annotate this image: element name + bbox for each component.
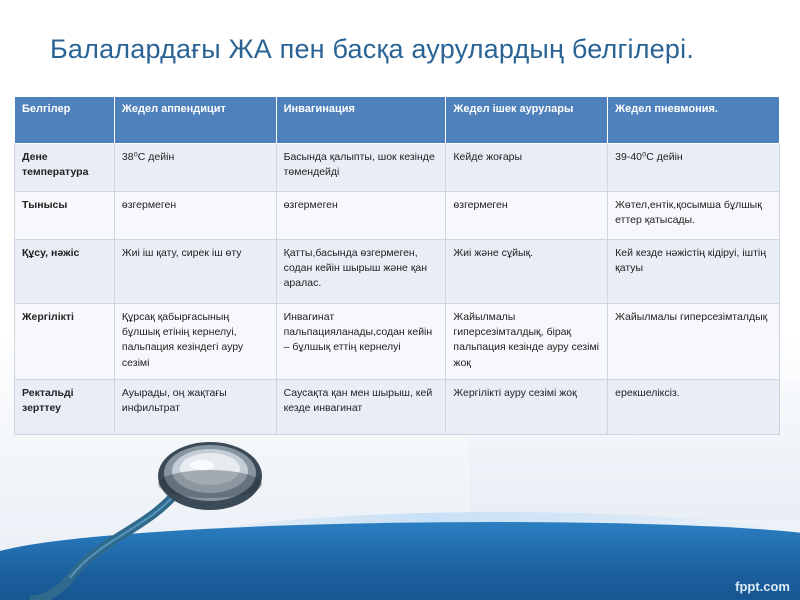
stethoscope-icon [30,428,290,600]
brand-label: fppt.com [735,579,790,594]
table-cell: 38⁰С дейін [114,144,276,192]
table-cell: Қатты,басында өзгермеген, содан кейін шырыш және қан аралас. [276,240,446,304]
table-cell: 39-40⁰С дейін [608,144,780,192]
table-cell: Жайылмалы гиперсезімталдық [608,304,780,380]
table-row [15,380,780,435]
table-cell: өзгермеген [446,192,608,240]
table-row [15,304,780,380]
header-invagination: Инвагинация [276,97,446,144]
table-cell: Ауырады, оң жақтағы инфильтрат [114,380,276,435]
table-cell: Саусақта қан мен шырыш, кей кезде инвагинат [276,380,446,435]
table-cell: ерекшеліксіз. [608,380,780,435]
table-cell: Кейде жоғары [446,144,608,192]
slide-title: Балалардағы ЖА пен басқа аурулардың белгілері. [50,34,695,64]
table-cell: өзгермеген [114,192,276,240]
table-cell: Жиі іш қату, сирек іш өту [114,240,276,304]
table-cell: Кей кезде нәжістің кідіруі, іштің қатуы [608,240,780,304]
table-row [15,192,780,240]
table-row [15,240,780,304]
table-cell: Инвагинат пальпацияланады,содан кейін – бұлшық еттің кернелуі [276,304,446,380]
table-cell: өзгермеген [276,192,446,240]
header-intestinal-infection: Жедел ішек аурулары [446,97,608,144]
table-header-row [15,97,780,144]
row-label: Жергілікті [15,304,115,380]
header-pneumonia: Жедел пневмония. [608,97,780,144]
table-cell: Басында қалыпты, шок кезінде төмендейді [276,144,446,192]
row-label: Ректальді зерттеу [15,380,115,435]
table-cell: Жиі және сұйық. [446,240,608,304]
table-cell: Құрсақ қабырғасының бұлшық етінің кернелуі, пальпация кезіндегі ауру сезімі [114,304,276,380]
row-label: Тынысы [15,192,115,240]
header-appendicitis: Жедел аппендицит [114,97,276,144]
table-row [15,144,780,192]
symptoms-table [14,96,780,435]
row-label: Құсу, нәжіс [15,240,115,304]
row-label: Дене температура [15,144,115,192]
header-signs: Белгілер [15,97,115,144]
table-cell: Жайылмалы гиперсезімталдық, бірақ пальпация кезінде ауру сезімі жоқ [446,304,608,380]
table-cell: Жөтел,ентік,қосымша бұлшық еттер қатысады. [608,192,780,240]
table-cell: Жергілікті ауру сезімі жоқ [446,380,608,435]
